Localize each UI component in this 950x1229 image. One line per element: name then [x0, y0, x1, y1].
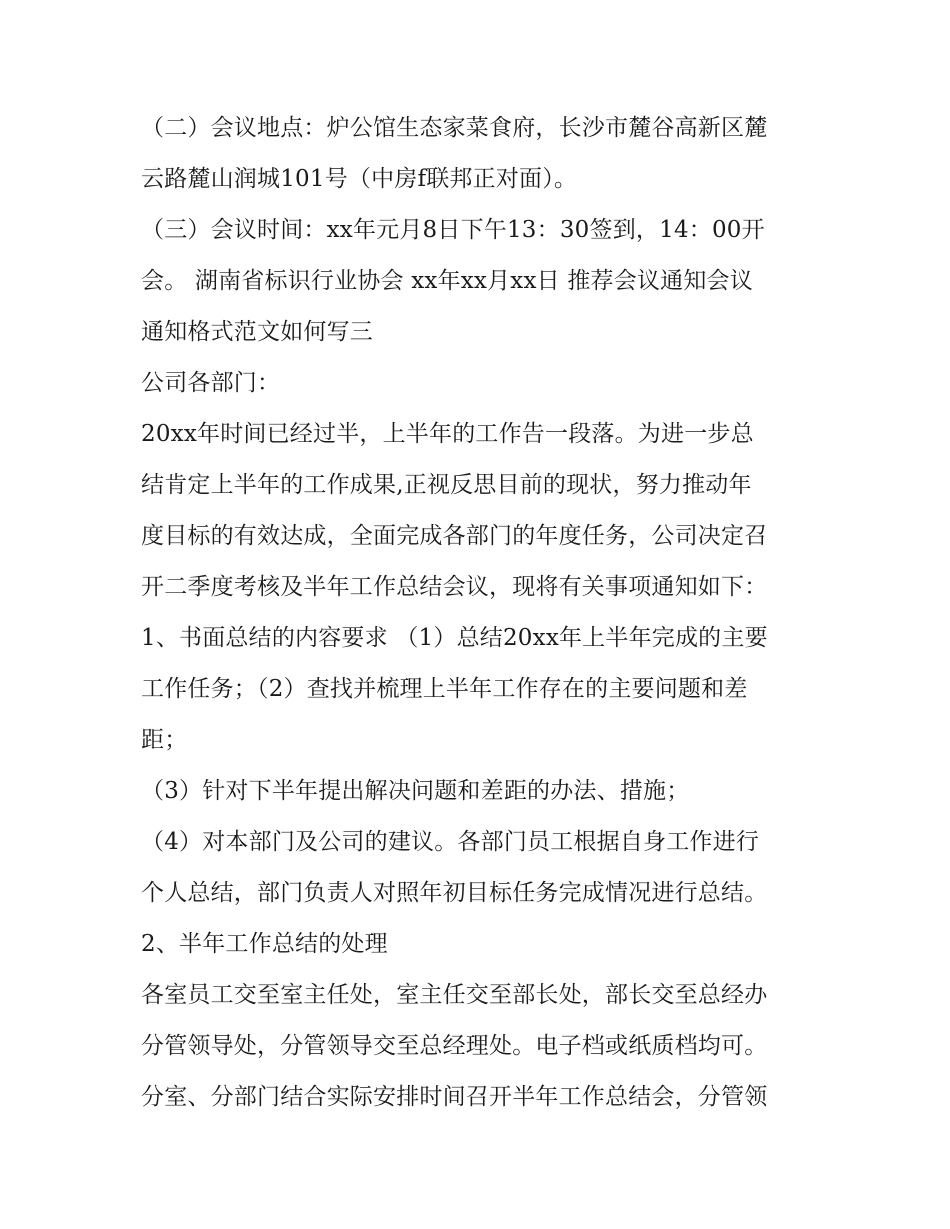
text-line: （3）针对下半年提出解决问题和差距的办法、措施；: [141, 778, 690, 804]
text-line: （二）会议地点：炉公馆生态家菜食府，长沙市麓谷高新区麓: [141, 115, 768, 141]
section-heading: 2、半年工作总结的处理: [141, 931, 388, 957]
text-line: （4）对本部门及公司的建议。各部门员工根据自身工作进行: [141, 829, 760, 855]
text-line: 结肯定上半年的工作成果,正视反思目前的现状，努力推动年: [141, 472, 752, 498]
text-line: 度目标的有效达成，全面完成各部门的年度任务，公司决定召: [141, 523, 768, 549]
text-line: 分室、分部门结合实际安排时间召开半年工作总结会，分管领: [141, 1084, 768, 1110]
text-line: 个人总结，部门负责人对照年初目标任务完成情况进行总结。: [141, 880, 768, 906]
text-line: 20xx年时间已经过半，上半年的工作告一段落。为进一步总: [141, 421, 754, 447]
text-line: 开二季度考核及半年工作总结会议，现将有关事项通知如下：: [141, 574, 768, 600]
section-heading: 1、书面总结的内容要求 （1）总结20xx年上半年完成的主要: [141, 625, 768, 651]
text-line: 各室员工交至室主任处，室主任交至部长处，部长交至总经办: [141, 982, 768, 1008]
text-line: 工作任务；（2）查找并梳理上半年工作存在的主要问题和差: [141, 676, 748, 702]
document-body: [141, 103, 821, 1123]
text-line: 距；: [141, 727, 188, 753]
text-line: 分管领导处，分管领导交至总经理处。电子档或纸质档均可。: [141, 1033, 768, 1059]
text-line: 云路麓山润城101号（中房f联邦正对面）。: [141, 166, 578, 192]
text-line: 会。 湖南省标识行业协会 xx年xx月xx日 推荐会议通知会议: [141, 268, 753, 294]
text-line: 通知格式范文如何写三: [141, 319, 373, 345]
salutation: 公司各部门：: [141, 370, 281, 396]
text-line: （三）会议时间：xx年元月8日下午13：30签到，14：00开: [141, 217, 765, 243]
